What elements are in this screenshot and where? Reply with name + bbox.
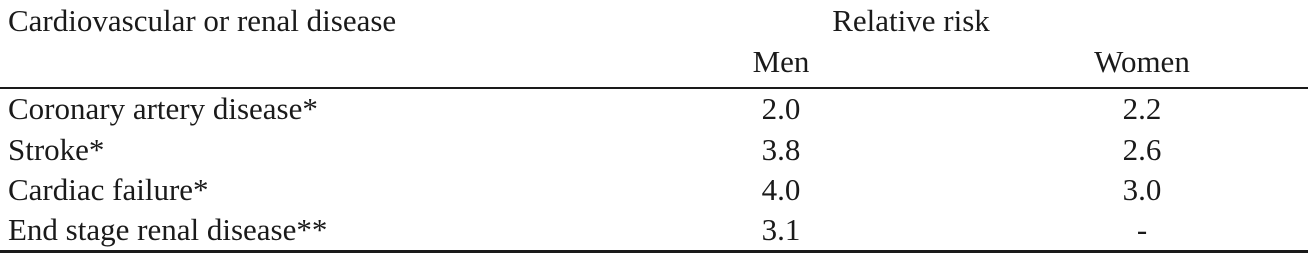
row-disease: End stage renal disease** bbox=[8, 212, 328, 247]
row-disease: Stroke* bbox=[8, 132, 105, 167]
row-men-value: 3.1 bbox=[761, 212, 801, 247]
row-women-value: - bbox=[1136, 212, 1148, 247]
row-disease: Coronary artery disease* bbox=[8, 91, 318, 126]
header-men: Men bbox=[752, 44, 810, 79]
row-women-value: 3.0 bbox=[1122, 172, 1162, 207]
row-disease: Cardiac failure* bbox=[8, 172, 209, 207]
header-disease: Cardiovascular or renal disease bbox=[8, 3, 397, 38]
row-women-value: 2.2 bbox=[1122, 91, 1162, 126]
header-rule bbox=[0, 87, 1308, 89]
row-men-value: 3.8 bbox=[761, 132, 801, 167]
row-women-value: 2.6 bbox=[1122, 132, 1162, 167]
row-men-value: 4.0 bbox=[761, 172, 801, 207]
header-relative-risk: Relative risk bbox=[832, 3, 990, 38]
row-men-value: 2.0 bbox=[761, 91, 801, 126]
header-women: Women bbox=[1094, 44, 1190, 79]
bottom-rule bbox=[0, 250, 1308, 253]
